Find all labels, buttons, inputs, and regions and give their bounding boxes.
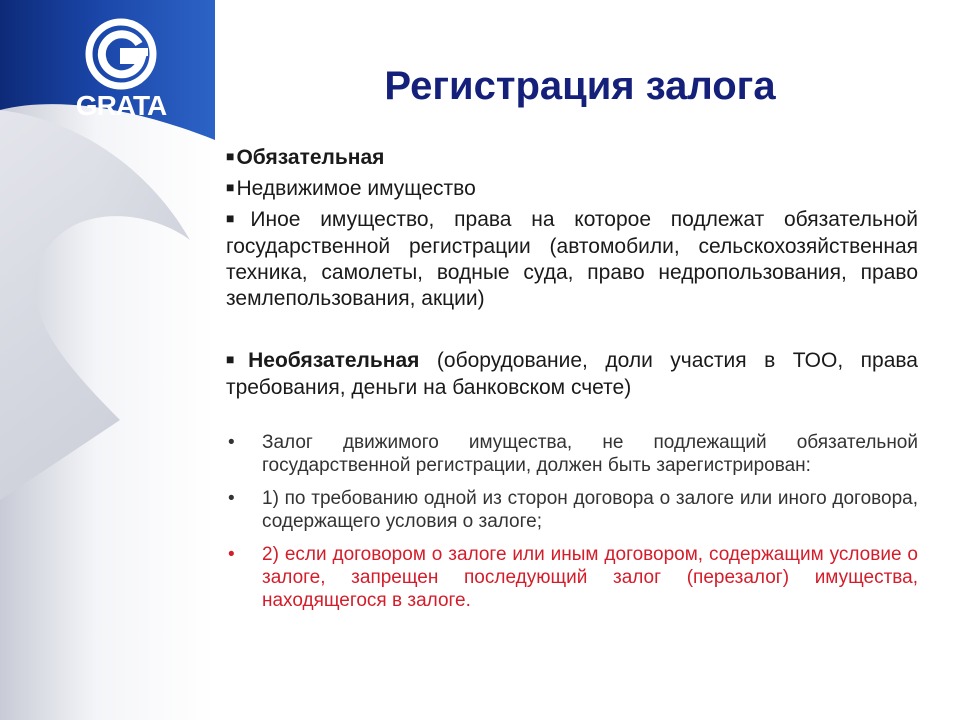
list-item-text: 1) по требованию одной из сторон договора о залоге или иного договора, содержащего условия о залоге;: [262, 488, 918, 532]
round-bullet-icon: •: [228, 544, 235, 565]
grata-logo: [62, 18, 180, 126]
mandatory-heading-line: [226, 145, 918, 172]
mandatory-heading: Обязательная: [236, 146, 385, 169]
square-bullet-icon: ■: [226, 351, 247, 367]
optional-line: [226, 348, 918, 401]
list-item-highlighted: [226, 543, 918, 612]
square-bullet-icon: ■: [226, 148, 235, 164]
logo-wordmark: GRATA: [75, 90, 167, 121]
page-title: Регистрация залога: [384, 64, 776, 108]
optional-heading: Необязательная: [248, 349, 420, 372]
mandatory-item: [226, 207, 918, 312]
mandatory-item-text: Иное имущество, права на которое подлежат обязательной государственной регистрации (автомобили, сельскохозяйственная техника, самолеты, водные суда, право недропользования, право землепользования, акции): [226, 208, 918, 310]
list-item: [226, 431, 918, 477]
square-bullet-icon: ■: [226, 179, 235, 195]
list-item-text: Залог движимого имущества, не подлежащий обязательной государственной регистрации, должен быть зарегистрирован:: [262, 432, 918, 476]
slide-content: [226, 145, 918, 622]
optional-text: (оборудование, доли участия в ТОО, права требования, деньги на банковском счете): [226, 349, 918, 399]
round-bullet-icon: •: [228, 432, 235, 453]
round-bullet-icon: •: [228, 488, 235, 509]
list-item-text: 2) если договором о залоге или иным договором, содержащим условие о залоге, запрещен последующий залог (перезалог) имущества, находящегося в залоге.: [262, 544, 918, 611]
list-item: [226, 487, 918, 533]
grata-g-icon: [62, 18, 180, 90]
mandatory-item: [226, 176, 918, 203]
registration-conditions-list: [226, 431, 918, 612]
mandatory-item-text: Недвижимое имущество: [236, 177, 476, 200]
square-bullet-icon: ■: [226, 210, 249, 226]
